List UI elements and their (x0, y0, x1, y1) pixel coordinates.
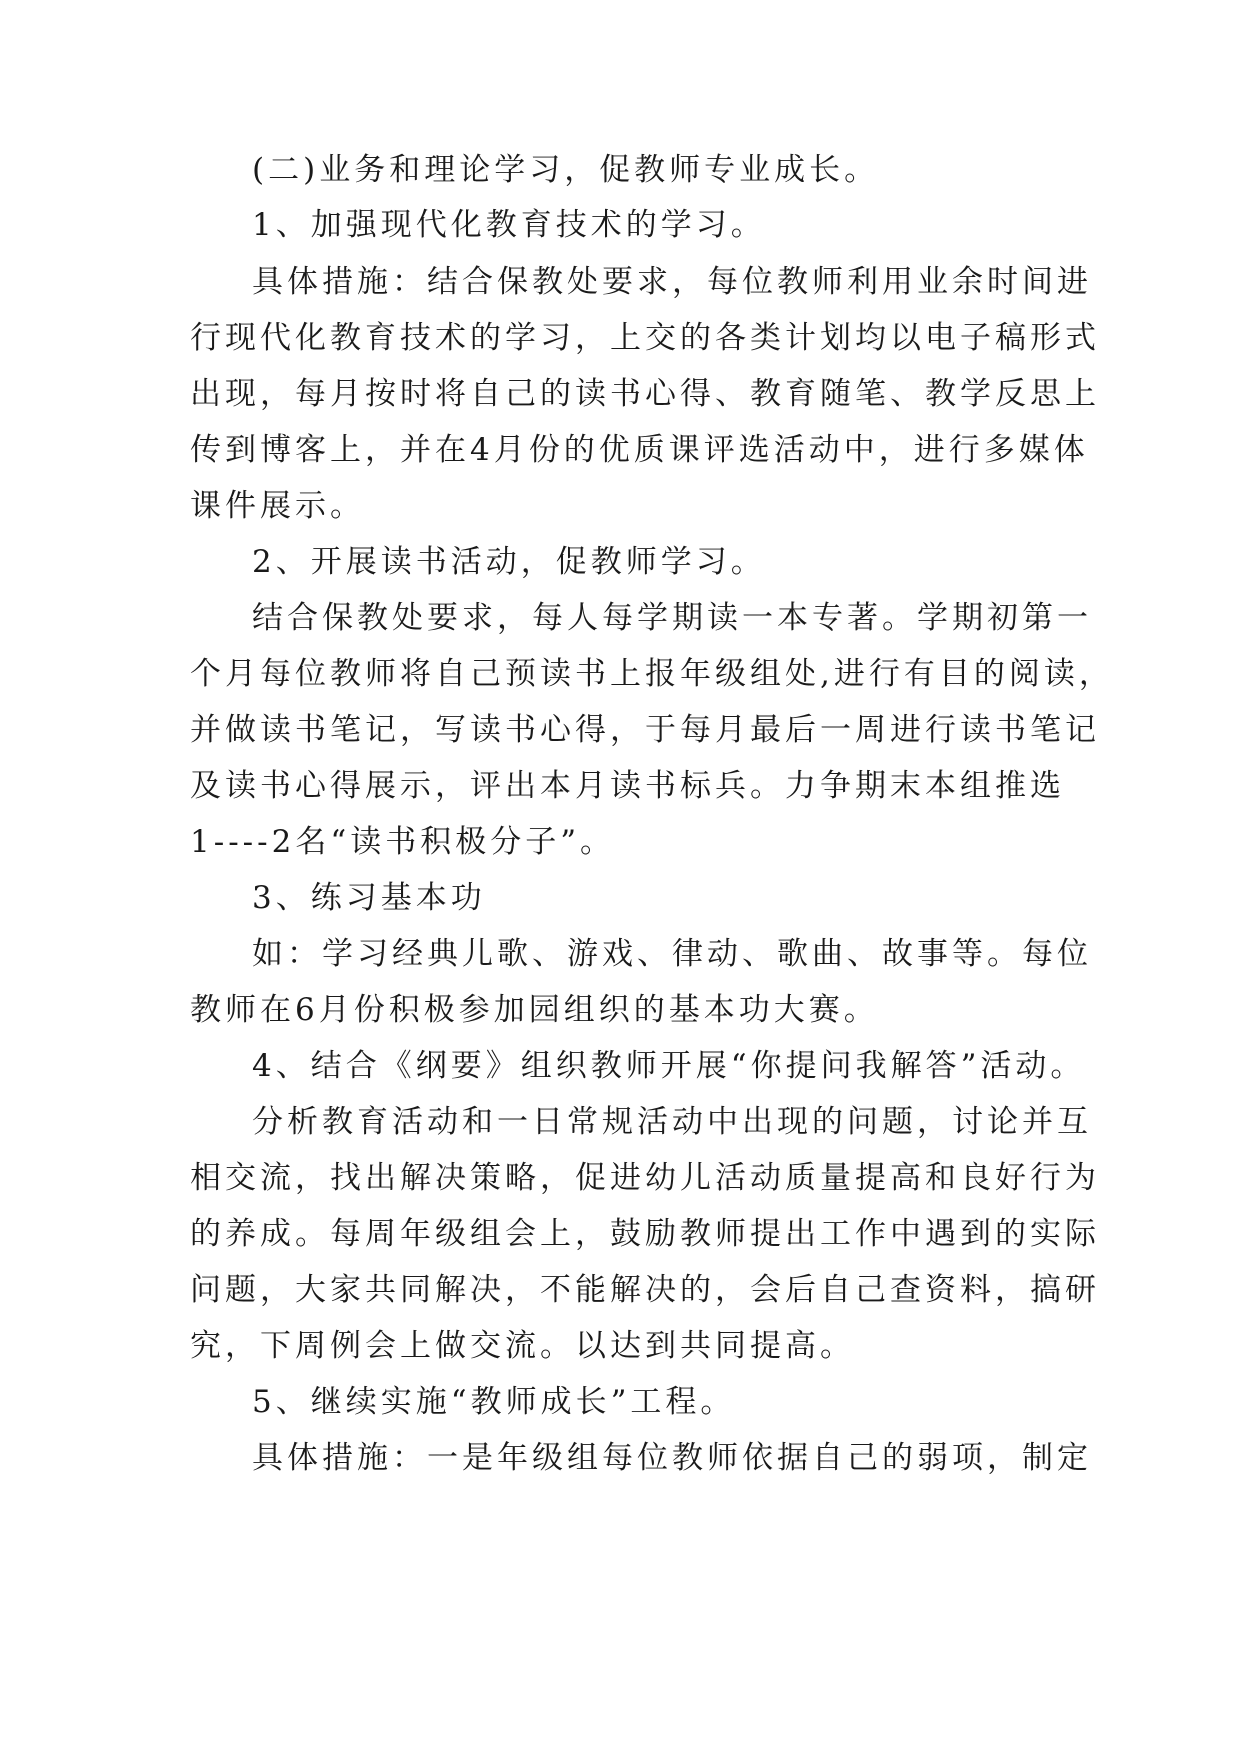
paragraph-line: 如：学习经典儿歌、游戏、律动、歌曲、故事等。每位 (252, 936, 1092, 972)
paragraph-line: 及读书心得展示，评出本月读书标兵。力争期末本组推选 (190, 768, 1065, 804)
paragraph-line: 具体措施：结合保教处要求，每位教师利用业余时间进 (252, 264, 1092, 300)
paragraph-line: 个月每位教师将自己预读书上报年级组处,进行有目的阅读， (190, 656, 1114, 692)
item-heading-1: 1、加强现代化教育技术的学习。 (252, 207, 766, 243)
paragraph-line: 1----2名“读书积极分子”。 (190, 824, 616, 860)
paragraph-line: 问题，大家共同解决，不能解决的，会后自己查资料，搞研 (190, 1272, 1100, 1308)
item-heading-4: 4、结合《纲要》组织教师开展“你提问我解答”活动。 (252, 1048, 1086, 1084)
paragraph-line: 并做读书笔记，写读书心得，于每月最后一周进行读书笔记 (190, 712, 1100, 748)
paragraph-line: 结合保教处要求，每人每学期读一本专著。学期初第一 (252, 600, 1092, 636)
item-heading-3: 3、练习基本功 (252, 880, 486, 916)
paragraph-line: 出现，每月按时将自己的读书心得、教育随笔、教学反思上 (190, 376, 1100, 412)
paragraph-line: 究，下周例会上做交流。以达到共同提高。 (190, 1328, 855, 1364)
paragraph-line: 传到博客上，并在4月份的优质课评选活动中，进行多媒体 (190, 432, 1089, 468)
paragraph-line: 具体措施：一是年级组每位教师依据自己的弱项，制定 (252, 1440, 1092, 1476)
section-heading: (二)业务和理论学习，促教师专业成长。 (252, 152, 880, 188)
paragraph-line: 的养成。每周年级组会上，鼓励教师提出工作中遇到的实际 (190, 1216, 1100, 1252)
item-heading-2: 2、开展读书活动，促教师学习。 (252, 544, 766, 580)
paragraph-line: 相交流，找出解决策略，促进幼儿活动质量提高和良好行为 (190, 1160, 1100, 1196)
paragraph-line: 分析教育活动和一日常规活动中出现的问题，讨论并互 (252, 1104, 1092, 1140)
paragraph-line: 课件展示。 (190, 488, 365, 524)
item-heading-5: 5、继续实施“教师成长”工程。 (252, 1384, 736, 1420)
paragraph-line: 行现代化教育技术的学习，上交的各类计划均以电子稿形式 (190, 320, 1100, 356)
paragraph-line: 教师在6月份积极参加园组织的基本功大赛。 (190, 992, 879, 1028)
